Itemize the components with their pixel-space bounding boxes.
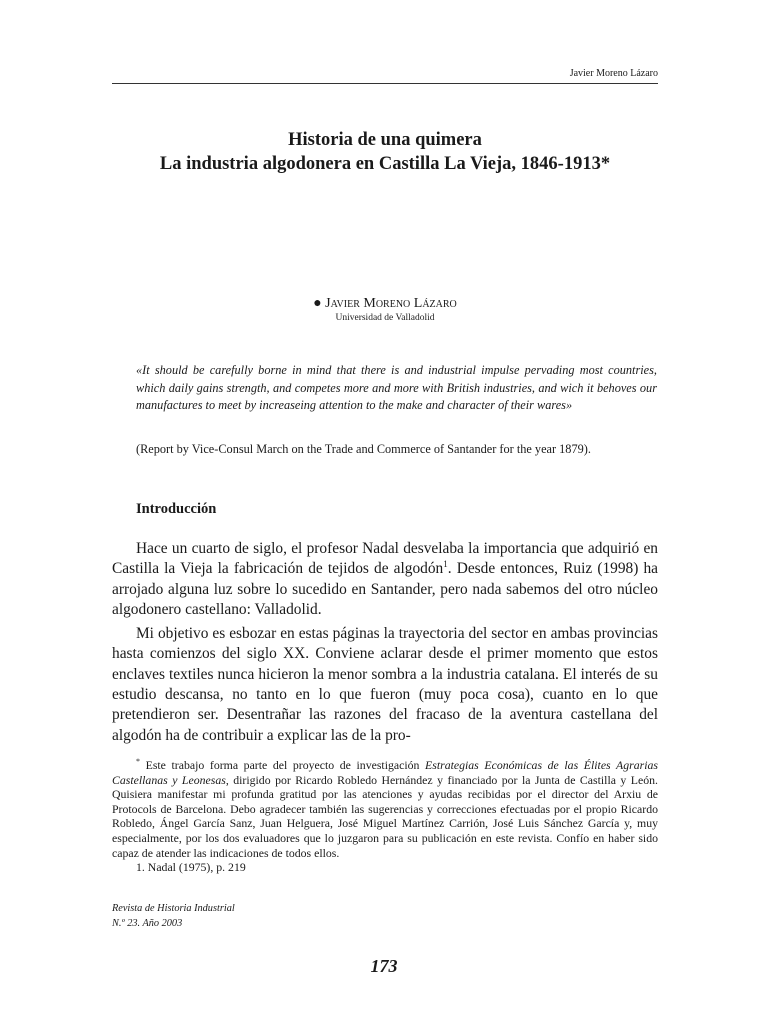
footnote-star-text-b: , dirigido por Ricardo Robledo Hernández y financiado por la Junta de Castilla y León. Quisiera manifestar mi profunda gratitud por las atenciones y ayudas recibidas por el director del Arxiu de Protocols de Barcelona. Debo agradecer también las sugerencias y correcciones efectuadas por el propio Ricardo Robledo, Ángel García Sanz, Juan Helguera, José Miguel Martínez Carrión, José Luis Sánchez García y, muy especialmente, por los dos evaluadores que lo juzgaron para su publicación en este revista. Confío en haber sido capaz de atender las indicaciones de todos ellos. [112,772,658,860]
footnote-ref-1: 1 [443,559,448,570]
footnote-1: 1. Nadal (1975), p. 219 [136,860,246,875]
title-line-1: Historia de una quimera [288,130,482,150]
footnote-star-text-a: Este trabajo forma parte del proyecto de investigación [140,758,426,772]
journal-name: Revista de Historia Industrial [112,903,235,914]
author-affiliation: Universidad de Valladolid [335,313,435,323]
section-heading: Introducción [136,501,217,517]
footnote-star-project-title: Estrategias Económicas de las Élites Agrarias Castellanas y Leonesas [112,758,658,787]
paragraph-1-text-cont: . Desde entonces, Ruiz (1998) ha arrojado alguna luz sobre lo sucedido en Santander, pero nada sabemos del otro núcleo algodonero castellano: Valladolid. [112,560,658,618]
footnotes [112,755,658,875]
paragraph-1-text: Hace un cuarto de siglo, el profesor Nadal desvelaba la importancia que adquirió en Castilla la Vieja la fabricación de tejidos de algodón [112,540,658,578]
footnote-star-marker: * [136,757,140,766]
footnote-star [112,755,658,860]
epigraph-source: (Report by Vice-Consul March on the Trade and Commerce of Santander for the year 1879). [136,442,591,456]
journal-info [112,901,235,931]
running-head: Javier Moreno Lázaro [112,68,658,84]
author-line [200,296,570,312]
bullet-icon: ● [313,296,322,311]
paragraph-1 [112,539,658,620]
page-number: 173 [370,956,398,976]
paragraph-2: Mi objetivo es esbozar en estas páginas la trayectoria del sector en ambas provincias hasta comienzos del siglo XX. Conviene aclarar desde el primer momento que estos enclaves textiles nunca hicieron la menor sombra a la industria catalana. El interés de su estudio descansa, no tanto en lo que fueron (muy poca cosa), cuanto en lo que pretendieron ser. Desentrañar las razones del fracaso de la aventura castellana del algodón ha de contribuir a explicar las de la pro- [112,625,658,744]
body-text [112,539,658,746]
title-line-2: La industria algodonera en Castilla La Vieja, 1846-1913* [159,154,611,174]
epigraph-quote: «It should be carefully borne in mind that there is and industrial impulse pervading most countries, which daily gains strength, and competes more and more with British industries, and wich it behoves our manufactures to meet by increaseing attention to the make and character of their wares» [136,363,657,412]
article-title [80,128,690,176]
journal-issue: N.º 23. Año 2003 [112,918,183,929]
author-name: Javier Moreno Lázaro [325,296,457,311]
